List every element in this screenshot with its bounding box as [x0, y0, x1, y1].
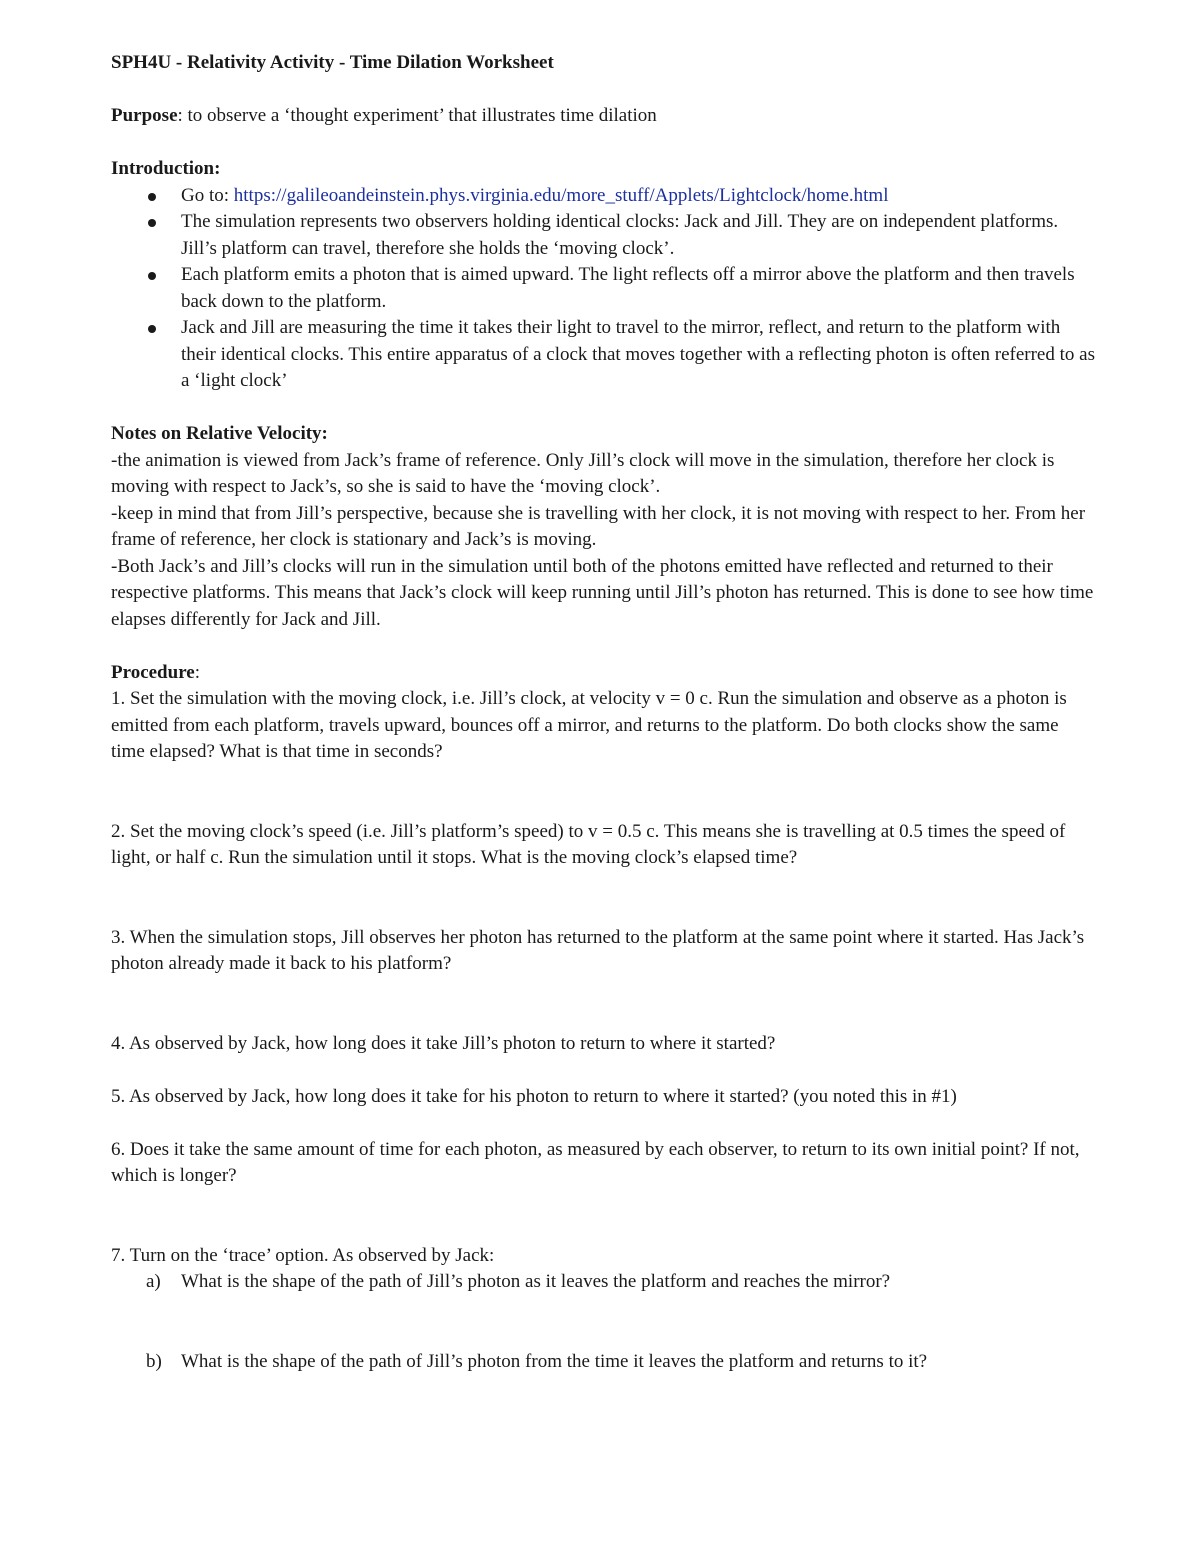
bullet-icon [148, 325, 156, 333]
question-2: 2. Set the moving clock’s speed (i.e. Jill’s platform’s speed) to v = 0.5 c. This means she is travelling at 0.5 times the speed of light, or half c. Run the simulation until it stops. What is the moving clock’s elapsed time? [111, 820, 1066, 868]
purpose-line [111, 103, 1096, 130]
answer-space [111, 978, 1096, 1031]
goto-prefix: Go to: [181, 184, 234, 206]
question-7: 7. Turn on the ‘trace’ option. As observed by Jack: [111, 1244, 495, 1266]
introduction-list [111, 183, 1096, 395]
question-7b [111, 1349, 1096, 1376]
spacer [111, 130, 1096, 157]
list-item [111, 315, 1096, 395]
question-7a-text: What is the shape of the path of Jill’s photon as it leaves the platform and reaches the mirror? [181, 1271, 891, 1292]
spacer [111, 395, 1096, 422]
question-1: 1. Set the simulation with the moving clock, i.e. Jill’s clock, at velocity v = 0 c. Run the simulation and observe as a photon is emitted from each platform, travels upward, bounces off a mirror, and returns to the platform. Do both clocks show the same time elapsed? What is that time in seconds? [111, 688, 1067, 762]
spacer [111, 77, 1096, 104]
document-title: SPH4U - Relativity Activity - Time Dilation Worksheet [111, 52, 554, 73]
procedure-heading-suffix: : [194, 661, 200, 683]
spacer [111, 633, 1096, 660]
question-4: 4. As observed by Jack, how long does it take Jill’s photon to return to where it started? [111, 1032, 776, 1054]
list-item-text: Jack and Jill are measuring the time it takes their light to travel to the mirror, reflect, and return to the platform with their identical clocks. This entire apparatus of a clock that moves together with a reflecting photon is often referred to as a ‘light clock’ [181, 317, 1095, 391]
notes-paragraph: -the animation is viewed from Jack’s frame of reference. Only Jill’s clock will move in the simulation, therefore her clock is moving with respect to Jack’s, so she is said to have the ‘moving clock’. [111, 449, 1055, 497]
bullet-icon [148, 272, 156, 280]
question-6: 6. Does it take the same amount of time for each photon, as measured by each observer, to return to its own initial point? If not, which is longer? [111, 1138, 1080, 1186]
question-5: 5. As observed by Jack, how long does it take for his photon to return to where it started? (you noted this in #1) [111, 1085, 957, 1107]
bullet-icon [148, 193, 156, 201]
procedure-heading: Procedure [111, 661, 195, 683]
answer-space [111, 872, 1096, 925]
list-item-text: Each platform emits a photon that is aimed upward. The light reflects off a mirror above the platform and then travels back down to the platform. [181, 264, 1075, 312]
purpose-label: Purpose [111, 105, 178, 126]
list-item [111, 209, 1096, 262]
question-7b-label: b) [146, 1350, 162, 1372]
purpose-text: : to observe a ‘thought experiment’ that illustrates time dilation [177, 105, 657, 126]
list-item [111, 262, 1096, 315]
question-3: 3. When the simulation stops, Jill observes her photon has returned to the platform at the same point where it started. Has Jack’s photon already made it back to his platform? [111, 926, 1085, 974]
answer-space [111, 1296, 1096, 1349]
answer-space [111, 1057, 1096, 1084]
answer-space [111, 1110, 1096, 1137]
simulation-link[interactable]: https://galileoandeinstein.phys.virginia.edu/more_stuff/Applets/Lightclock/home.html [233, 184, 889, 206]
worksheet-page [111, 50, 1096, 1375]
list-item [111, 183, 1096, 210]
list-item-text: The simulation represents two observers holding identical clocks: Jack and Jill. They are on independent platforms. Jill’s platform can travel, therefore she holds the ‘moving clock’. [181, 211, 1059, 259]
question-7a [111, 1269, 1096, 1296]
bullet-icon [148, 219, 156, 227]
answer-space [111, 766, 1096, 819]
notes-heading: Notes on Relative Velocity: [111, 423, 328, 444]
answer-space [111, 1190, 1096, 1243]
introduction-heading: Introduction: [111, 158, 221, 179]
notes-paragraph: -keep in mind that from Jill’s perspective, because she is travelling with her clock, it is not moving with respect to her. From her frame of reference, her clock is stationary and Jack’s is moving. [111, 502, 1086, 550]
question-7b-text: What is the shape of the path of Jill’s photon from the time it leaves the platform and returns to it? [181, 1350, 928, 1372]
procedure-heading-line [111, 660, 1096, 687]
question-7a-label: a) [146, 1271, 161, 1292]
notes-paragraph: -Both Jack’s and Jill’s clocks will run in the simulation until both of the photons emitted have reflected and returned to their respective platforms. This means that Jack’s clock will keep running until Jill’s photon has returned. This is done to see how time elapses differently for Jack and Jill. [111, 555, 1094, 630]
